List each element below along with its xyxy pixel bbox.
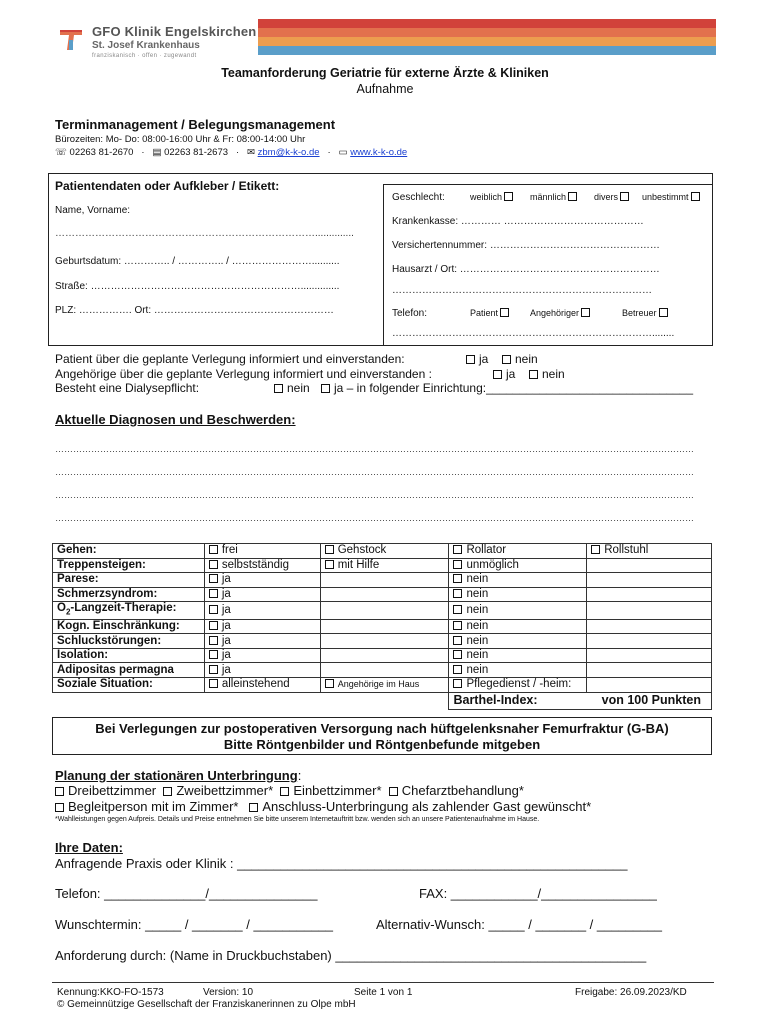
option-cell[interactable] xyxy=(320,544,449,559)
relatives-consent-yes[interactable]: ja xyxy=(493,367,515,381)
patient-box-heading: Patientendaten oder Aufkleber / Etikett: xyxy=(55,179,280,193)
option-label: mit Hilfe xyxy=(337,558,380,571)
checkbox-icon xyxy=(691,192,700,201)
contact-phone: 02263 81-2670 xyxy=(69,147,134,158)
checkbox-icon[interactable] xyxy=(209,574,218,583)
logo-tagline: franziskanisch · offen · zugewandt xyxy=(92,53,197,59)
checkbox-icon xyxy=(163,787,172,796)
table-row xyxy=(53,634,712,649)
phone-field-line[interactable]: ……………………………………………………………………........ xyxy=(392,328,675,339)
checkbox-icon xyxy=(504,192,513,201)
phone-field[interactable]: Telefon: ______________/_______________ xyxy=(55,886,318,901)
gender-option-female[interactable]: weiblich xyxy=(470,192,517,202)
checkbox-icon xyxy=(466,355,475,364)
option-label: alleinstehend xyxy=(221,678,290,691)
requester-field[interactable]: Anforderung durch: (Name in Druckbuchstaben) ___________________________________________ xyxy=(55,948,647,963)
option-label: Pflegedienst / -heim: xyxy=(466,678,572,691)
patient-consent-yes[interactable]: ja xyxy=(466,352,488,366)
checkbox-icon[interactable] xyxy=(453,665,462,674)
checkbox-icon[interactable] xyxy=(209,560,218,569)
option-cell[interactable] xyxy=(204,558,320,573)
table-row xyxy=(53,678,712,693)
barthel-index-field[interactable] xyxy=(449,692,712,709)
gender-option-diverse[interactable]: divers xyxy=(594,192,633,202)
option-label: nein xyxy=(466,604,489,617)
option-two-bed[interactable]: Zweibettzimmer* xyxy=(163,783,273,798)
street-field[interactable]: Straße: ……………………………………………………….............. xyxy=(55,281,340,292)
option-label: ja xyxy=(221,588,231,601)
checkbox-icon xyxy=(280,787,289,796)
email-icon: ✉ xyxy=(247,147,255,158)
diagnosis-line-4[interactable]: …………………………………………………………………………………………………………………………………………………………………………………………… xyxy=(55,513,694,523)
option-cell[interactable] xyxy=(204,678,320,693)
option-cell xyxy=(320,602,449,619)
checkbox-icon[interactable] xyxy=(325,679,334,688)
option-cell xyxy=(320,634,449,649)
checkbox-icon xyxy=(581,308,590,317)
option-label: nein xyxy=(466,619,489,632)
checkbox-icon xyxy=(620,192,629,201)
row-label: Schmerzsyndrom: xyxy=(53,587,205,602)
birthdate-field[interactable]: Geburtsdatum: ………….. / ………….. / …………………….......... xyxy=(55,256,340,267)
option-three-bed[interactable]: Dreibettzimmer xyxy=(55,783,156,798)
option-cell[interactable] xyxy=(449,558,587,573)
desired-date-field[interactable]: Wunschtermin: _____ / _______ / ___________ xyxy=(55,917,334,932)
checkbox-icon[interactable] xyxy=(591,545,600,554)
header-stripe-1 xyxy=(258,19,716,28)
plz-city-field[interactable]: PLZ: ……………. Ort: ……………………………………………… xyxy=(55,305,334,316)
row-label: Schluckstörungen: xyxy=(53,634,205,649)
notice-line-2: Bitte Röntgenbilder und Röntgenbefunde mitgeben xyxy=(223,737,541,752)
option-label: Rollator xyxy=(466,544,507,557)
fax-field[interactable]: FAX: ____________/________________ xyxy=(419,886,657,901)
header-stripe-2 xyxy=(258,28,716,37)
diagnosis-line-1[interactable]: …………………………………………………………………………………………………………………………………………………………………………………………… xyxy=(55,444,694,454)
checkbox-icon[interactable] xyxy=(325,560,334,569)
dialysis-yes[interactable]: ja – in folgender Einrichtung:_______________________________ xyxy=(321,381,693,395)
checkbox-icon xyxy=(274,384,283,393)
option-cell xyxy=(587,678,712,693)
logo-subtitle: St. Josef Krankenhaus xyxy=(92,40,200,51)
option-label: nein xyxy=(466,573,489,586)
option-cell[interactable] xyxy=(449,619,587,634)
checkbox-icon xyxy=(55,787,64,796)
option-single-bed[interactable]: Einbettzimmer* xyxy=(280,783,381,798)
footer-divider xyxy=(52,982,714,983)
option-cell xyxy=(587,634,712,649)
contact-fax: 02263 81-2673 xyxy=(164,147,229,158)
accommodation-row-1 xyxy=(55,783,524,798)
table-row xyxy=(53,558,712,573)
row-label: Gehen: xyxy=(53,544,205,559)
checkbox-icon[interactable] xyxy=(453,545,462,554)
row-label: Soziale Situation: xyxy=(53,678,205,693)
relatives-consent-text: Angehörige über die geplante Verlegung informiert und einverstanden : xyxy=(55,367,432,381)
option-cell[interactable] xyxy=(449,602,587,619)
option-label: ja xyxy=(221,634,231,647)
option-label: nein xyxy=(466,588,489,601)
option-cell xyxy=(587,558,712,573)
relatives-consent-no[interactable]: nein xyxy=(529,367,565,381)
empty-cell xyxy=(53,692,449,709)
option-cell[interactable] xyxy=(449,678,587,693)
option-cell[interactable] xyxy=(204,648,320,663)
option-label: ja xyxy=(221,604,231,617)
checkbox-icon[interactable] xyxy=(453,636,462,645)
option-cell[interactable] xyxy=(587,544,712,559)
option-label: ja xyxy=(221,663,231,676)
footer-copyright: © Gemeinnützige Gesellschaft der Franziskanerinnen zu Olpe mbH xyxy=(57,999,356,1010)
checkbox-icon xyxy=(502,355,511,364)
dialysis-no[interactable]: nein xyxy=(274,381,310,395)
checkbox-icon[interactable] xyxy=(325,545,334,554)
option-cell[interactable] xyxy=(449,634,587,649)
checkbox-icon[interactable] xyxy=(209,636,218,645)
row-label: Isolation: xyxy=(53,648,205,663)
table-row xyxy=(53,573,712,588)
checkbox-icon xyxy=(55,803,64,812)
option-label: nein xyxy=(466,663,489,676)
contact-heading: Terminmanagement / Belegungsmanagement xyxy=(55,117,336,132)
option-cell[interactable] xyxy=(204,663,320,678)
option-label: ja xyxy=(221,619,231,632)
phone-label: Telefon: xyxy=(392,308,428,319)
box-divider xyxy=(383,184,384,345)
checkbox-icon xyxy=(493,370,502,379)
barthel-label: Barthel-Index: xyxy=(453,693,538,708)
checkbox-icon xyxy=(500,308,509,317)
option-cell[interactable] xyxy=(204,544,320,559)
gender-option-male[interactable]: männlich xyxy=(530,192,581,202)
checkbox-icon[interactable] xyxy=(209,621,218,630)
option-cell[interactable] xyxy=(204,602,320,619)
checkbox-icon[interactable] xyxy=(209,589,218,598)
fax-icon: ▤ xyxy=(152,147,162,158)
row-label: Treppensteigen: xyxy=(53,558,205,573)
phone-option-caretaker[interactable]: Betreuer xyxy=(622,308,672,318)
status-table xyxy=(52,543,712,710)
header-stripe-3 xyxy=(258,37,716,46)
option-cell[interactable] xyxy=(449,544,587,559)
option-cell xyxy=(587,663,712,678)
accommodation-row-2 xyxy=(55,799,591,814)
checkbox-icon xyxy=(389,787,398,796)
option-cell[interactable] xyxy=(320,558,449,573)
option-cell[interactable] xyxy=(449,587,587,602)
option-label: Gehstock xyxy=(337,544,387,557)
option-cell[interactable] xyxy=(204,587,320,602)
option-label: selbstständig xyxy=(221,558,289,571)
option-cell[interactable] xyxy=(320,678,449,693)
checkbox-icon xyxy=(659,308,668,317)
name-field[interactable]: …………………………………………………………………….............. xyxy=(55,228,354,239)
option-cell xyxy=(587,619,712,634)
option-cell xyxy=(320,573,449,588)
checkbox-icon[interactable] xyxy=(453,605,462,614)
checkbox-icon[interactable] xyxy=(209,650,218,659)
option-cell xyxy=(587,602,712,619)
checkbox-icon[interactable] xyxy=(209,605,218,614)
option-companion[interactable]: Begleitperson mit im Zimmer* xyxy=(55,799,239,814)
checkbox-icon[interactable] xyxy=(453,679,462,688)
office-hours: Bürozeiten: Mo- Do: 08:00-16:00 Uhr & Fr: 08:00-14:00 Uhr xyxy=(55,134,306,145)
phone-option-patient[interactable]: Patient xyxy=(470,308,513,318)
insured-number-field[interactable]: Versichertennummer: …………………………………………… xyxy=(392,240,660,251)
page-subtitle: Aufnahme xyxy=(356,82,414,96)
option-label: ja xyxy=(221,649,231,662)
option-label: Angehörige im Haus xyxy=(337,679,420,690)
row-label: Parese: xyxy=(53,573,205,588)
option-label: ja xyxy=(221,573,231,586)
checkbox-icon xyxy=(529,370,538,379)
your-data-heading: Ihre Daten: xyxy=(55,840,123,855)
checkbox-icon[interactable] xyxy=(209,545,218,554)
contact-web-link[interactable]: www.k-k-o.de xyxy=(350,147,408,158)
phone-option-relative[interactable]: Angehöriger xyxy=(530,308,594,318)
checkbox-icon[interactable] xyxy=(209,665,218,674)
diagnosis-line-2[interactable]: …………………………………………………………………………………………………………………………………………………………………………………………… xyxy=(55,467,694,477)
dialysis-text: Besteht eine Dialysepflicht: xyxy=(55,381,200,395)
checkbox-icon xyxy=(249,803,258,812)
option-cell xyxy=(320,648,449,663)
option-follow-up-stay[interactable]: Anschluss-Unterbringung als zahlender Gast gewünscht* xyxy=(249,799,591,814)
footer-version: Version: 10 xyxy=(203,987,254,998)
patient-consent-no[interactable]: nein xyxy=(502,352,538,366)
contact-email-link[interactable]: zbm@k-k-o.de xyxy=(257,147,320,158)
accommodation-heading: Planung der stationären Unterbringung: xyxy=(55,768,302,783)
name-label: Name, Vorname: xyxy=(55,205,131,216)
diagnoses-heading: Aktuelle Diagnosen und Beschwerden: xyxy=(55,412,296,427)
patient-consent-text: Patient über die geplante Verlegung informiert und einverstanden: xyxy=(55,352,405,366)
phone-icon: ☏ xyxy=(55,147,67,158)
option-cell[interactable] xyxy=(449,663,587,678)
alternative-date-field[interactable]: Alternativ-Wunsch: _____ / _______ / _________ xyxy=(376,917,662,932)
page-title: Teamanforderung Geriatrie für externe Ärzte & Kliniken xyxy=(221,66,549,80)
footer-release: Freigabe: 26.09.2023/KD xyxy=(575,987,687,998)
option-cell xyxy=(587,573,712,588)
checkbox-icon[interactable] xyxy=(453,574,462,583)
option-cell[interactable] xyxy=(449,573,587,588)
footer-code: Kennung:KKO-FO-1573 xyxy=(57,987,164,998)
box-divider-top xyxy=(383,184,713,185)
option-cell xyxy=(320,663,449,678)
table-row xyxy=(53,648,712,663)
option-cell xyxy=(587,587,712,602)
gender-option-undetermined[interactable]: unbestimmt xyxy=(642,192,704,202)
diagnosis-line-3[interactable]: …………………………………………………………………………………………………………………………………………………………………………………………… xyxy=(55,490,694,500)
option-cell xyxy=(320,619,449,634)
option-cell xyxy=(320,587,449,602)
practice-field[interactable]: Anfragende Praxis oder Klinik : ______________________________________________________ xyxy=(55,856,628,871)
row-label: Kogn. Einschränkung: xyxy=(53,619,205,634)
row-label: Adipositas permagna xyxy=(53,663,205,678)
checkbox-icon[interactable] xyxy=(453,621,462,630)
contact-line: ☏ 02263 81-2670 · ▤ 02263 81-2673 · ✉ zbm@k-k-o.de · ▭ www.k-k-o.de xyxy=(55,147,408,158)
option-label: nein xyxy=(466,634,489,647)
gender-label: Geschlecht: xyxy=(392,192,445,203)
clinic-logo-icon xyxy=(58,26,84,52)
logo-title: GFO Klinik Engelskirchen xyxy=(92,24,257,39)
barthel-suffix: von 100 Punkten xyxy=(601,693,701,708)
gp-field-line[interactable]: …………………………………………………………………… xyxy=(392,285,652,296)
option-cell[interactable] xyxy=(449,648,587,663)
table-row xyxy=(53,619,712,634)
notice-line-1: Bei Verlegungen zur postoperativen Versorgung nach hüftgelenksnaher Femurfraktur (G-BA) xyxy=(95,721,669,736)
table-row xyxy=(53,663,712,678)
footer-page: Seite 1 von 1 xyxy=(354,987,413,998)
table-row xyxy=(53,602,712,619)
option-label: frei xyxy=(221,544,238,557)
accommodation-footnote: *Wahlleistungen gegen Aufpreis. Details und Preise entnehmen Sie bitte unserem Internetauftritt bzw. wenden sich an unsere Patientenaufnahme im Hause. xyxy=(55,816,540,823)
gp-field[interactable]: Hausarzt / Ort: …………………………………………………… xyxy=(392,264,660,275)
computer-icon: ▭ xyxy=(338,147,348,158)
table-row xyxy=(53,544,712,559)
checkbox-icon[interactable] xyxy=(453,560,462,569)
option-cell[interactable] xyxy=(204,619,320,634)
insurance-field[interactable]: Krankenkasse: ………… …………………………………… xyxy=(392,216,644,227)
option-label: unmöglich xyxy=(466,558,519,571)
option-cell xyxy=(587,648,712,663)
checkbox-icon xyxy=(568,192,577,201)
checkbox-icon[interactable] xyxy=(453,650,462,659)
header-stripe-4 xyxy=(258,46,716,55)
option-label: Rollstuhl xyxy=(604,544,649,557)
option-chief-physician[interactable]: Chefarztbehandlung* xyxy=(389,783,524,798)
checkbox-icon[interactable] xyxy=(453,589,462,598)
table-row xyxy=(53,587,712,602)
option-cell[interactable] xyxy=(204,634,320,649)
checkbox-icon[interactable] xyxy=(209,679,218,688)
row-label: $O_2-Langzeit$-Therapie: xyxy=(53,602,205,619)
option-cell[interactable] xyxy=(204,573,320,588)
barthel-row xyxy=(53,692,712,709)
option-label: nein xyxy=(466,649,489,662)
checkbox-icon xyxy=(321,384,330,393)
